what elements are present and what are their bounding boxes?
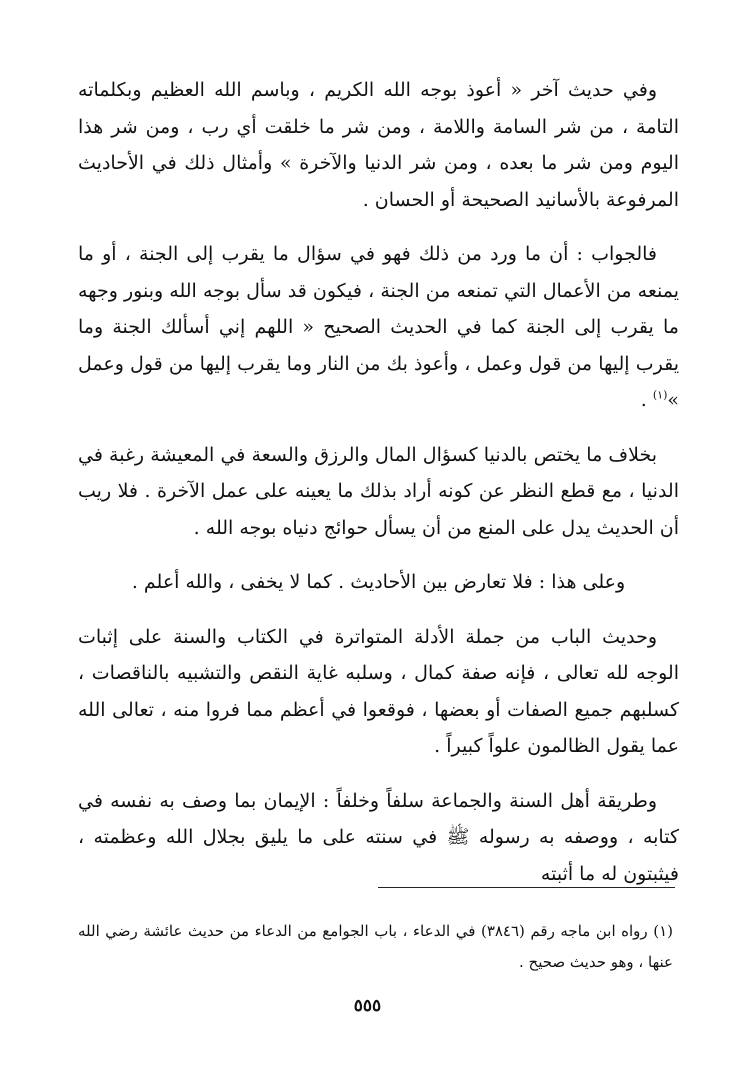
paragraph-3-text: بخلاف ما يختص بالدنيا كسؤال المال والرزق والسعة في المعيشة رغبة في الدنيا ، مع قطع النظر عن كونه أراد بذلك ما يعينه على عمل الآخرة . فلا ريب أن الحديث يدل على المنع من أن يسأل حوائج دنياه بوجه الله . [78, 443, 679, 539]
footnote-text: (١) رواه ابن ماجه رقم (٣٨٤٦) في الدعاء ، باب الجوامع من الدعاء من حديث عائشة رضي الله عنها ، وهو حديث صحيح . [78, 922, 673, 971]
paragraph-3 [78, 437, 679, 547]
footnote-divider [378, 887, 675, 888]
paragraph-6 [78, 783, 679, 893]
paragraph-5-text: وحديث الباب من جملة الأدلة المتواترة في الكتاب والسنة على إثبات الوجه لله تعالى ، فإنه صفة كمال ، وسلبه غاية النقص والتشبيه بالناقصات ، كسلبهم جميع الصفات أو بعضها ، فوقعوا في أعظم مما فروا منه ، تعالى الله عما يقول الظالمون علواً كبيراً . [78, 625, 679, 757]
footnote-reference: (١) [652, 388, 668, 402]
paragraph-2 [78, 236, 679, 419]
paragraph-1 [78, 72, 679, 218]
paragraph-2-end: . [640, 389, 653, 411]
paragraph-2-text: فالجواب : أن ما ورد من ذلك فهو في سؤال ما يقرب إلى الجنة ، أو ما يمنعه من الأعمال التي تمنعه من الجنة ، فيكون قد سأل بوجه الله وبنور وجهه ما يقرب إلى الجنة كما في الحديث الصحيح « اللهم إني أسألك الجنة وما يقرب إليها من قول وعمل ، وأعوذ بك من النار وما يقرب إليها من قول وعمل » [78, 243, 679, 411]
paragraph-4 [78, 564, 679, 601]
paragraph-6-text: وطريقة أهل السنة والجماعة سلفاً وخلفاً : الإيمان بما وصف به نفسه في كتابه ، ووصفه به رسوله ﷺ في سنته على ما يليق بجلال الله وعظمته ، فيثبتون له ما أثبته [78, 789, 679, 885]
paragraph-5 [78, 619, 679, 765]
main-text [78, 72, 679, 892]
paragraph-4-text: وعلى هذا : فلا تعارض بين الأحاديث . كما لا يخفى ، والله أعلم . [131, 571, 626, 593]
footnote [78, 916, 673, 978]
page-number: ٥٥٥ [353, 996, 382, 1016]
paragraph-1-text: وفي حديث آخر « أعوذ بوجه الله الكريم ، وباسم الله العظيم وبكلماته التامة ، من شر السامة واللامة ، ومن شر ما خلقت أي رب ، ومن شر هذا اليوم ومن شر ما بعده ، ومن شر الدنيا والآخرة » وأمثال ذلك في الأحاديث المرفوعة بالأسانيد الصحيحة أو الحسان . [78, 79, 679, 211]
